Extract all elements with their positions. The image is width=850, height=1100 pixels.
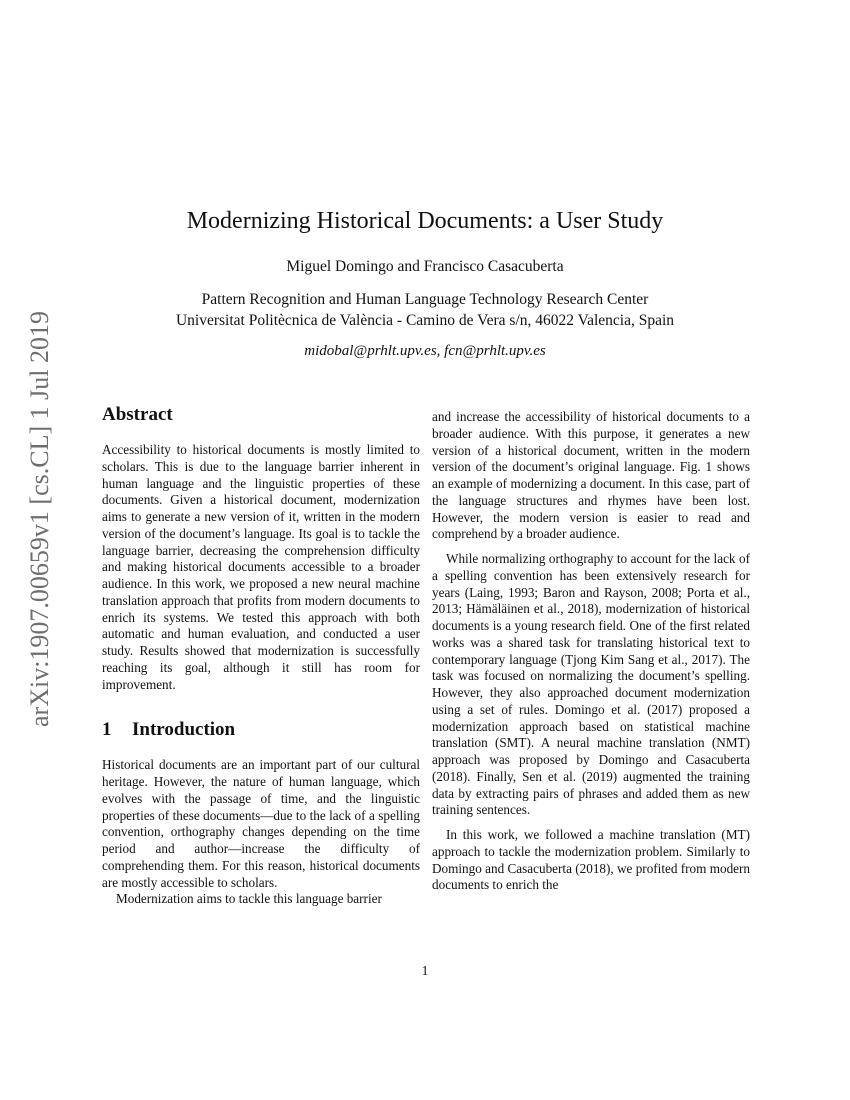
abstract-text: Accessibility to historical documents is mostly limited to scholars. This is due to the language barrier inherent in human language and the linguistic properties of these documents. Given a historical document, modernization aims to generate a new version of it, written in the modern version of the document’s language. Its goal is to tackle the language barrier, decreasing the comprehension difficulty and making historical documents accessible to a broader audience. In this work, we proposed a new neural machine translation approach that profits from modern documents to enrich its systems. We tested this approach with both automatic and human evaluation, and conducted a user study. Results showed that modernization is successfully reaching its goal, although it still has room for improvement. bbox=[102, 442, 420, 692]
affiliation-line-2: Universitat Politècnica de València - Camino de Vera s/n, 46022 Valencia, Spain bbox=[175, 312, 675, 329]
paper-title: Modernizing Historical Documents: a User Study bbox=[186, 208, 664, 234]
section-heading-introduction bbox=[102, 717, 420, 743]
author-emails: midobal@prhlt.upv.es, fcn@prhlt.upv.es bbox=[304, 343, 546, 359]
abstract-heading: Abstract bbox=[102, 404, 173, 425]
body-paragraph: In this work, we followed a machine translation (MT) approach to tackle the modernization problem. Similarly to Domingo and Casacuberta (2018), we profited from modern documents to enrich the bbox=[432, 827, 750, 893]
paper-authors: Miguel Domingo and Francisco Casacuberta bbox=[286, 258, 564, 275]
page-number: 1 bbox=[421, 963, 429, 978]
affiliation bbox=[100, 289, 750, 331]
section-number: 1 bbox=[102, 719, 112, 741]
arxiv-identifier: arXiv:1907.00659v1 [cs.CL] 1 Jul 2019 bbox=[25, 311, 54, 727]
body-paragraph: While normalizing orthography to account for the lack of a spelling convention has been extensively research for years (Laing, 1993; Baron and Rayson, 2008; Porta et al., 2013; Hämäläinen et al., 2018), modernization of historical documents is a young research field. One of the first related works was a shared task for translating historical text to contemporary language (Tjong Kim Sang et al., 2017). The task was focused on normalizing the document’s spelling. However, they also approached document modernization using a set of rules. Domingo et al. (2017) proposed a modernization approach based on statistical machine translation (SMT). A neural machine translation (NMT) approach was proposed by Domingo and Casacuberta (2018). Finally, Sen et al. (2019) augmented the training data by extracting pairs of phrases and added them as new training sentences. bbox=[432, 551, 750, 818]
affiliation-line-1: Pattern Recognition and Human Language Technology Research Center bbox=[201, 291, 649, 308]
right-column bbox=[432, 409, 750, 894]
intro-paragraph: Modernization aims to tackle this language barrier bbox=[116, 891, 382, 907]
section-title: Introduction bbox=[132, 719, 236, 741]
body-paragraph: and increase the accessibility of historical documents to a broader audience. With this purpose, it generates a new version of a historical document, written in the modern version of the document’s original language. Fig. 1 shows an example of modernizing a document. In this case, part of the language structures and rhymes have been lost. However, the modern version is easier to read and comprehend by a broader audience. bbox=[432, 409, 750, 542]
intro-paragraph: Historical documents are an important part of our cultural heritage. However, the nature of human language, which evolves with the passage of time, and the linguistic properties of these documents—due to the lack of a spelling convention, orthography changes depending on the time period and author—increase the difficulty of comprehending them. For this reason, historical documents are mostly accessible to scholars. bbox=[102, 757, 420, 890]
left-column bbox=[102, 402, 420, 908]
